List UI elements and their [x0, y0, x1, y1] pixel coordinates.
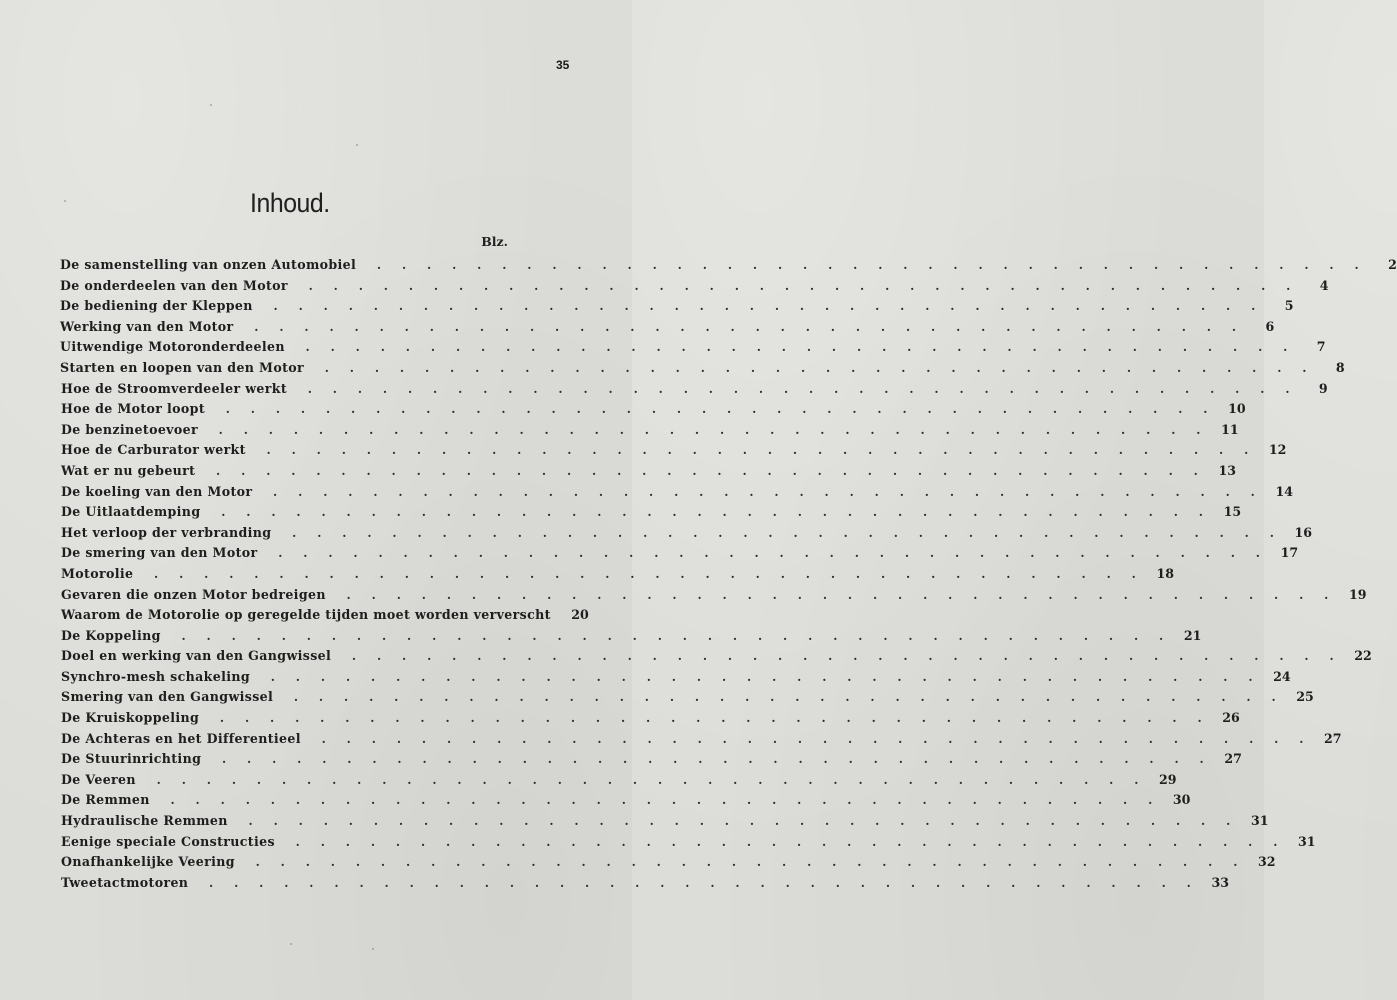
dot-leader: . . . . . . . . . . . . . . . . . . . . . . . . . . . . . . . . . . . . . . . . [278, 834, 1282, 849]
toc-entry-title: De Kruiskoppeling [61, 710, 200, 726]
dot-leader: . . . . . . . . . . . . . . . . . . . . . . . . . . . . . . . . . . . . . . . . [153, 793, 1157, 808]
toc-entry [61, 811, 1269, 832]
dot-leader: . . . . . . . . . . . . . . . . . . . . . . . . . . . . . . . . . . . . . . . . [231, 814, 1235, 829]
toc-entry-page: 8 [1335, 359, 1345, 375]
toc-entry-title: Smering van den Gangwissel [61, 689, 274, 705]
dot-leader: . . . . . . . . . . . . . . . . . . . . . . . . . . . . . . . . . . . . . . . . [137, 566, 1140, 581]
toc-entry-page: 30 [1172, 792, 1191, 808]
paper-speck [64, 200, 66, 202]
toc-entry-title: De Koppeling [61, 627, 161, 643]
toc-entry [60, 276, 1329, 297]
toc-entry [61, 667, 1291, 688]
toc-entry [61, 770, 1177, 791]
toc-entry-title: Hoe de Motor loopt [61, 401, 205, 417]
toc-entry-page: 2 [1388, 257, 1397, 272]
toc-entry-title: Tweetactmotoren [61, 874, 189, 890]
dot-leader: . . . . . . . . . . . . . . . . . . . . . . . . . . . . . . . . . . . . . . . . [256, 299, 1260, 314]
toc-entry-title: Hydraulische Remmen [61, 813, 228, 829]
toc-entry [61, 852, 1276, 873]
dot-leader: . . . . . . . . . . . . . . . . . . . . . . . . . . . . . . . . . . . . . . . . [139, 772, 1143, 787]
toc-entry [60, 317, 1275, 338]
dot-leader: . . . . . . . . . . . . . . . . . . . . . . . . . . . . . . . . . . . . . . . . [256, 484, 1259, 499]
paper-speck [210, 104, 212, 106]
dot-leader: . . . . . . . . . . . . . . . . . . . . . . . . . . . . . . . . . . . . . . . . [360, 258, 1363, 272]
toc-entry [61, 399, 1246, 420]
toc-entry-page: 21 [1183, 627, 1202, 643]
toc-entry-page: 19 [1348, 586, 1367, 602]
toc-entry-title: Starten en loopen van den Motor [60, 359, 304, 375]
toc-entry-page: 7 [1316, 339, 1326, 355]
dot-leader: . . . . . . . . . . . . . . . . . . . . . . . . . . . . . . . . . . . . . . . . [208, 402, 1212, 417]
toc-entry [61, 708, 1240, 729]
toc-entry-title: Synchro-mesh schakeling [61, 668, 251, 684]
toc-entry-title: Uitwendige Motoronderdeelen [60, 339, 285, 355]
table-of-contents [60, 255, 1397, 893]
toc-entry-page: 27 [1224, 751, 1242, 767]
toc-entry-title: De koeling van den Motor [61, 483, 253, 499]
toc-entry [61, 646, 1372, 667]
toc-entry [61, 832, 1316, 853]
dot-leader: . . . . . . . . . . . . . . . . . . . . . . . . . . . . . . . . . . . . . . . . [277, 690, 1280, 705]
toc-entry [61, 543, 1299, 564]
dot-leader: . . . . . . . . . . . . . . . . . . . . . . . . . . . . . . . . . . . . . . . . [261, 546, 1265, 561]
toc-entry-title: Het verloop der verbranding [61, 524, 272, 540]
toc-entry [61, 440, 1287, 461]
dot-leader: . . . . . . . . . . . . . . . . . . . . . . . . . . . . . . . . . . . . . . . . [275, 525, 1279, 540]
toc-entry-title: De Stuurinrichting [61, 751, 202, 767]
dot-leader: . . . . . . . . . . . . . . . . . . . . . . . . . . . . . . . . . . . . . . . . [205, 752, 1208, 767]
page-column-header: Blz. [481, 234, 508, 249]
dot-leader: . . . . . . . . . . . . . . . . . . . . . . . . . . . . . . . . . . . . . . . . [291, 381, 1294, 396]
toc-entry-page: 33 [1211, 874, 1229, 890]
toc-entry-page: 10 [1228, 401, 1246, 417]
toc-entry-title: Motorolie [61, 565, 134, 581]
toc-entry-page: 27 [1324, 730, 1342, 746]
toc-entry-page: 24 [1273, 668, 1291, 684]
dot-leader: . . . . . . . . . . . . . . . . . . . . . . . . . . . . . . . . . . . . . . . . [199, 463, 1202, 478]
toc-entry-title: De benzinetoevoer [61, 421, 198, 437]
toc-entry-page: 20 [571, 607, 589, 623]
toc-entry-page: 18 [1156, 565, 1174, 581]
toc-entry [61, 461, 1236, 482]
toc-entry-title: Gevaren die onzen Motor bedreigen [61, 586, 326, 602]
page-title: Inhoud. [250, 188, 330, 218]
toc-entry [61, 482, 1293, 503]
toc-entry [60, 358, 1345, 379]
dot-leader: . . . . . . . . . . . . . . . . . . . . . . . . . . . . . . . . . . . . . . . . [288, 340, 1292, 355]
page-number: 35 [556, 58, 570, 72]
toc-entry-page: 31 [1250, 813, 1269, 829]
toc-entry-page: 6 [1265, 318, 1275, 334]
toc-entry [61, 379, 1328, 400]
toc-entry [61, 502, 1242, 523]
toc-entry [61, 626, 1202, 647]
toc-entry-title: Hoe de Stroomverdeeler werkt [61, 380, 288, 396]
toc-entry-title: De Remmen [61, 792, 150, 808]
toc-entry-page: 29 [1159, 771, 1177, 787]
dot-leader: . . . . . . . . . . . . . . . . . . . . . . . . . . . . . . . . . . . . . . . . [164, 628, 1168, 643]
toc-entry-title: De Veeren [61, 771, 136, 787]
toc-entry-page: 5 [1284, 298, 1294, 314]
toc-entry-page: 31 [1298, 833, 1316, 849]
dot-leader: . . . . . . . . . . . . . . . . . . . . . . . . . . . . . . . . . . . . . . . . [308, 360, 1311, 375]
toc-entry-title: Onafhankelijke Veering [61, 854, 235, 870]
paper-speck [372, 948, 374, 950]
toc-entry-title: Doel en werking van den Gangwissel [61, 648, 332, 664]
toc-entry [61, 523, 1313, 544]
toc-entry-title: Waarom de Motorolie op geregelde tijden moet worden ververscht [61, 607, 551, 623]
toc-entry-title: Eenige speciale Constructies [61, 833, 275, 849]
dot-leader: . . . . . . . . . . . . . . . . . . . . . . . . . . . . . . . . . . . . . . . . [192, 875, 1195, 890]
toc-entry-title: Wat er nu gebeurt [61, 462, 196, 478]
paper-speck [290, 943, 292, 945]
toc-entry-page: 9 [1318, 380, 1328, 396]
toc-entry-page: 16 [1294, 524, 1313, 540]
toc-entry-page: 13 [1218, 462, 1236, 478]
dot-leader: . . . . . . . . . . . . . . . . . . . . . . . . . . . . . . . . . . . . . . . . [204, 505, 1208, 520]
toc-entry-title: Hoe de Carburator werkt [61, 442, 246, 458]
toc-entry-page: 12 [1268, 442, 1287, 458]
toc-entry-page: 11 [1221, 421, 1239, 437]
dot-leader: . . . . . . . . . . . . . . . . . . . . . . . . . . . . . . . . . . . . . . . . [304, 731, 1308, 746]
dot-leader: . . . . . . . . . . . . . . . . . . . . . . . . . . . . . . . . . . . . . . . . [238, 855, 1242, 870]
dot-leader: . . . . . . . . . . . . . . . . . . . . . . . . . . . . . . . . . . . . . . . . [203, 711, 1206, 726]
toc-entry-page: 4 [1319, 277, 1329, 293]
toc-entry-page: 14 [1275, 483, 1293, 499]
toc-entry-title: De Achteras en het Differentieel [61, 730, 301, 746]
toc-entry [60, 296, 1294, 317]
toc-entry-title: Werking van den Motor [60, 318, 234, 334]
dot-leader: . . . . . . . . . . . . . . . . . . . . . . . . . . . . . . . . . . . . . . . . [291, 278, 1295, 293]
toc-entry [61, 420, 1239, 441]
dot-leader: . . . . . . . . . . . . . . . . . . . . . . . . . . . . . . . . . . . . . . . . [201, 422, 1205, 437]
toc-entry [61, 564, 1174, 585]
toc-entry-page: 22 [1354, 648, 1372, 664]
toc-entry [61, 729, 1342, 750]
toc-entry [60, 255, 1397, 276]
toc-entry-title: De Uitlaatdemping [61, 504, 201, 520]
toc-entry [61, 585, 1367, 606]
toc-entry [60, 337, 1326, 358]
dot-leader: . . . . . . . . . . . . . . . . . . . . . . . . . . . . . . . . . . . . . . . . [254, 669, 1257, 684]
toc-entry-title: De bediening der Kleppen [60, 298, 253, 314]
toc-entry [61, 790, 1191, 811]
toc-entry-page: 25 [1296, 689, 1314, 705]
dot-leader: . . . . . . . . . . . . . . . . . . . . . . . . . . . . . . . . . . . . . . . . [329, 587, 1333, 602]
toc-entry-page: 26 [1222, 710, 1240, 726]
toc-entry-title: De smering van den Motor [61, 545, 258, 561]
dot-leader: . . . . . . . . . . . . . . . . . . . . . . . . . . . . . . . . . . . . . . . . [237, 319, 1241, 334]
toc-entry [61, 687, 1314, 708]
toc-entry [61, 605, 589, 626]
toc-entry [61, 873, 1229, 894]
toc-entry-page: 15 [1223, 504, 1242, 520]
toc-entry-title: De onderdeelen van den Motor [60, 277, 288, 293]
toc-entry-page: 17 [1280, 545, 1299, 561]
toc-entry-title: De samenstelling van onzen Automobiel [60, 257, 357, 272]
dot-leader: . . . . . . . . . . . . . . . . . . . . . . . . . . . . . . . . . . . . . . . . [249, 443, 1253, 458]
dot-leader: . . . . . . . . . . . . . . . . . . . . . . . . . . . . . . . . . . . . . . . . [335, 649, 1338, 664]
paper-speck [356, 144, 358, 146]
toc-entry-page: 32 [1258, 854, 1276, 870]
toc-entry [61, 749, 1242, 770]
